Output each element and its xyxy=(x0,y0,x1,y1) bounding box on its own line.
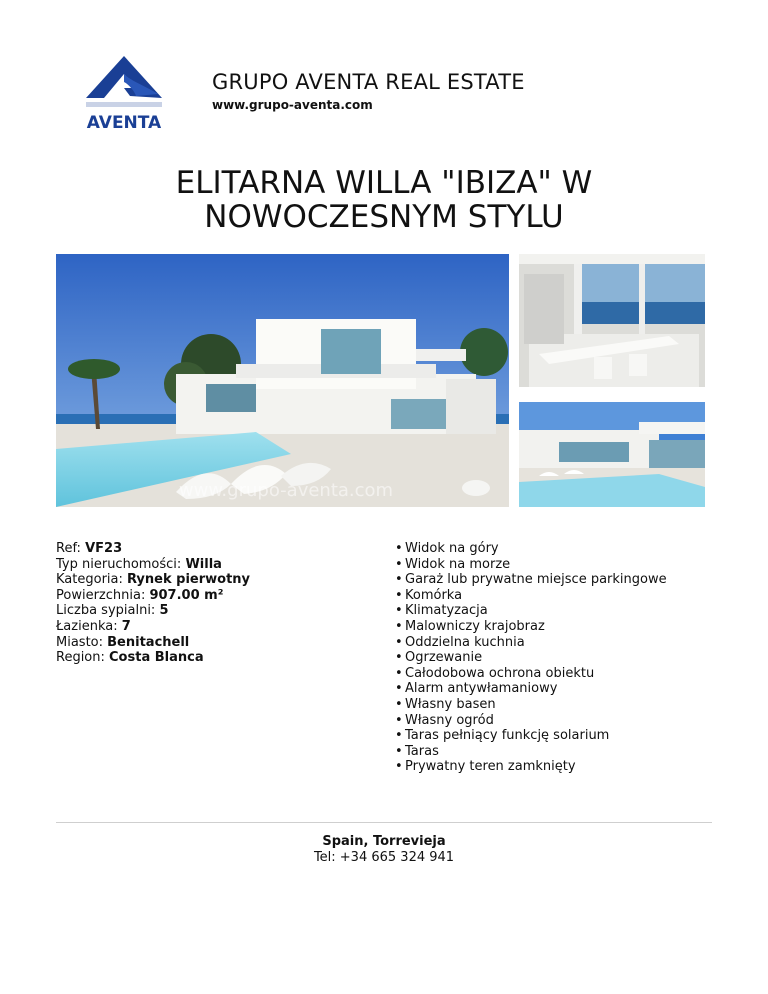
detail-region: Region: Costa Blanca xyxy=(56,650,204,666)
feature-item: • Własny basen xyxy=(395,697,667,713)
features-list xyxy=(395,541,667,775)
feature-item: • Alarm antywłamaniowy xyxy=(395,681,667,697)
detail-category: Kategoria: Rynek pierwotny xyxy=(56,572,251,588)
feature-item: • Garaż lub prywatne miejsce parkingowe xyxy=(395,572,667,588)
detail-area: Powierzchnia: 907.00 m² xyxy=(56,587,224,603)
feature-item: • Widok na morze xyxy=(395,557,667,573)
pool-photo[interactable] xyxy=(519,402,705,507)
detail-city: Miasto: Benitachell xyxy=(56,634,190,650)
footer xyxy=(0,834,768,866)
feature-item: • Własny ogród xyxy=(395,713,667,729)
feature-item: • Widok na góry xyxy=(395,541,667,557)
photo-watermark-url: www.grupo-aventa.com xyxy=(178,480,394,501)
footer-phone[interactable]: Tel: +34 665 324 941 xyxy=(313,850,455,865)
feature-item: • Klimatyzacja xyxy=(395,603,667,619)
detail-bedrooms: Liczba sypialni: 5 xyxy=(56,603,169,619)
detail-property-type: Typ nieruchomości: Willa xyxy=(56,556,222,572)
logo-text: AVENTA xyxy=(86,113,162,132)
aventa-logo xyxy=(74,54,174,132)
main-villa-photo[interactable] xyxy=(56,254,509,507)
feature-item: • Prywatny teren zamknięty xyxy=(395,759,667,775)
feature-item: • Taras pełniący funkcję solarium xyxy=(395,728,667,744)
feature-item: • Całodobowa ochrona obiektu xyxy=(395,666,667,682)
detail-ref: Ref: VF23 xyxy=(56,541,123,556)
property-details xyxy=(56,541,250,666)
feature-item: • Malowniczy krajobraz xyxy=(395,619,667,635)
detail-bathrooms: Łazienka: 7 xyxy=(56,618,131,634)
interior-photo[interactable] xyxy=(519,254,705,387)
listing-title: ELITARNA WILLA "IBIZA" W NOWOCZESNYM STYLU xyxy=(175,165,593,235)
feature-item: • Ogrzewanie xyxy=(395,650,667,666)
feature-item: • Taras xyxy=(395,744,667,760)
feature-item: • Komórka xyxy=(395,588,667,604)
company-website[interactable]: www.grupo-aventa.com xyxy=(212,98,373,112)
footer-divider xyxy=(56,822,712,823)
feature-item: • Oddzielna kuchnia xyxy=(395,635,667,651)
company-name: GRUPO AVENTA REAL ESTATE xyxy=(212,70,525,94)
footer-location: Spain, Torrevieja xyxy=(322,834,446,849)
